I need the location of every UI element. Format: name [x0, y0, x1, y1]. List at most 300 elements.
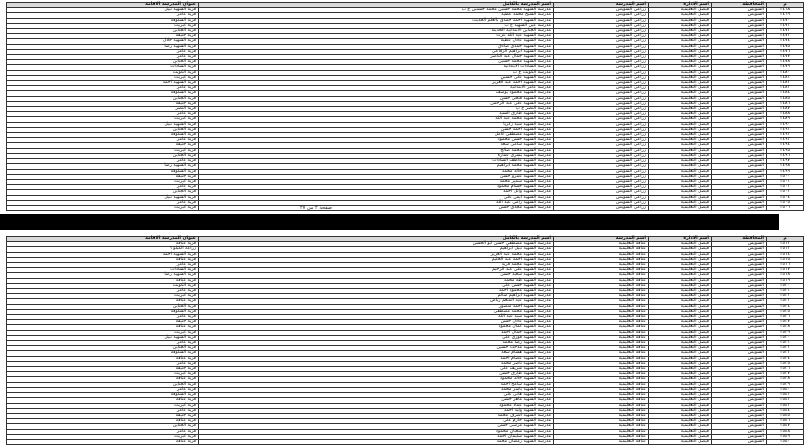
table-cell: السويس: [712, 117, 767, 122]
table-cell: ٢٤٨١: [767, 75, 804, 80]
table-cell: فيصل التعليمية: [649, 195, 712, 200]
table-cell: السويس: [712, 107, 767, 112]
table-cell: فيصل التعليمية: [649, 185, 712, 190]
table-cell: السويس: [712, 377, 767, 382]
table-cell: مدرسة الشهيد مدحت حسين: [199, 346, 554, 351]
table-cell: مدرسة الشهيد رامى عبد الله: [199, 200, 554, 205]
table-cell: فيصل التعليمية: [649, 23, 712, 28]
table-cell: السويس: [712, 387, 767, 392]
table-cell: السويس: [712, 169, 767, 174]
table-cell: ٢٥٣٩: [767, 382, 804, 387]
table-cell: عتاقة التعليمية: [554, 398, 649, 403]
table-cell: فيصل التعليمية: [649, 13, 712, 18]
table-cell: مدرسة الشهيد سيد عبد الله: [199, 315, 554, 320]
table-cell: قرية جنيفة: [7, 367, 199, 372]
table-cell: فيصل التعليمية: [649, 252, 712, 257]
table-cell: زراعى السويس: [554, 81, 649, 86]
table-cell: زراعى السويس: [554, 138, 649, 143]
table-cell: ٢٥٣٤: [767, 356, 804, 361]
table-cell: ٢٤٧٨: [767, 60, 804, 65]
table-cell: مدرسة الشهيد هشام سعد: [199, 351, 554, 356]
table-cell: ٢٥٢٢: [767, 294, 804, 299]
table-cell: فيصل التعليمية: [649, 29, 712, 34]
table-cell: ٢٥٢٠: [767, 283, 804, 288]
table-cell: زراعى السويس: [554, 29, 649, 34]
table-cell: عتاقة التعليمية: [554, 382, 649, 387]
header-number: م: [767, 3, 804, 8]
table-cell: ٢٤٦٨: [767, 8, 804, 13]
table-cell: مدرسة الشهيد مصطفى حسن ابو الحسن: [199, 242, 554, 247]
table-cell: قرية الجناين: [7, 60, 199, 65]
table-cell: قرية جنيفة: [7, 34, 199, 39]
table-cell: فيصل التعليمية: [649, 393, 712, 398]
table-cell: فيصل التعليمية: [649, 190, 712, 195]
table-cell: مدرسة الشهيد محمد عبد العزيز: [199, 252, 554, 257]
table-cell: السويس: [712, 325, 767, 330]
table-cell: فيصل التعليمية: [649, 346, 712, 351]
table-cell: مدرسة الشهيد حسن على: [199, 283, 554, 288]
table-cell: فيصل التعليمية: [649, 138, 712, 143]
table-cell: ٢٥٣٠: [767, 335, 804, 340]
table-cell: مدرسة الشهيد طارق حسن: [199, 372, 554, 377]
table-cell: قرية عامر: [7, 55, 199, 60]
table-cell: السويس: [712, 205, 767, 210]
table-cell: مدرسة الشهيد محمد حسين محمد حسنين ع ب: [199, 8, 554, 13]
table-cell: زراعى السويس: [554, 159, 649, 164]
table-cell: قرية الشلوفة: [7, 91, 199, 96]
table-cell: ٢٥١٧: [767, 268, 804, 273]
table-cell: فيصل التعليمية: [649, 335, 712, 340]
table-cell: قرية عتاقة: [7, 398, 199, 403]
table-cell: قرية كبريت: [7, 330, 199, 335]
table-cell: ٢٥٤٥: [767, 413, 804, 418]
header-department: اسم الادارة: [649, 3, 712, 8]
table-cell: ٢٤٧٤: [767, 39, 804, 44]
table-cell: ٢٤٩٢: [767, 133, 804, 138]
table-cell: السويس: [712, 413, 767, 418]
table-cell: ٢٥٤٩: [767, 434, 804, 439]
table-cell: السويس: [712, 398, 767, 403]
table-cell: ٢٥٢٦: [767, 315, 804, 320]
table-cell: فيصل التعليمية: [649, 60, 712, 65]
table-cell: مدرسة الشهيد محمد صالح: [199, 148, 554, 153]
table-cell: مدرسة الشهيد فتحى حسن: [199, 96, 554, 101]
table-cell: مدرسة الشهيد ابراهيم الرفاعى: [199, 49, 554, 54]
table-cell: زراعى السويس: [554, 133, 649, 138]
document-page-1: [0, 0, 790, 211]
header-school: اسم المدرسة: [554, 3, 649, 8]
table-cell: فيصل التعليمية: [649, 325, 712, 330]
table-cell: مدرسة الشهيد احمد عبد العزيز: [199, 81, 554, 86]
table-cell: مدرسة الشهيد وليد احمد: [199, 408, 554, 413]
table-cell: قرية جنيفة: [7, 143, 199, 148]
table-cell: ٢٥٣٥: [767, 361, 804, 366]
table-cell: مدرسة الشهيد مجدى حسن: [199, 205, 554, 210]
table-cell: قرية عتاقة: [7, 242, 199, 247]
table-cell: فيصل التعليمية: [649, 91, 712, 96]
table-cell: قرية الشهيد احمد: [7, 81, 199, 86]
table-cell: السويس: [712, 429, 767, 434]
table-cell: فيصل التعليمية: [649, 294, 712, 299]
table-cell: مدرسة الشهيد رمضان محمد: [199, 439, 554, 444]
table-cell: ٢٥٢٥: [767, 309, 804, 314]
table-cell: مدرسة الشهيد محمد عبد الله: [199, 117, 554, 122]
table-cell: قرية كبريت: [7, 205, 199, 210]
table-cell: عتاقة التعليمية: [554, 294, 649, 299]
table-cell: مدرسة الشهيد طه محمد: [199, 278, 554, 283]
table-cell: زراعى السويس: [554, 185, 649, 190]
table-cell: زراعى السويس: [554, 112, 649, 117]
table-cell: ٢٥٤٣: [767, 403, 804, 408]
table-cell: ٢٤٧٩: [767, 65, 804, 70]
table-cell: عتاقة التعليمية: [554, 346, 649, 351]
header-number: م: [767, 237, 804, 242]
schools-table-page-1: [6, 2, 804, 211]
table-cell: عتاقة التعليمية: [554, 413, 649, 418]
table-cell: السويس: [712, 315, 767, 320]
table-cell: فيصل التعليمية: [649, 179, 712, 184]
table-cell: ٢٤٨٨: [767, 112, 804, 117]
table-cell: فيصل التعليمية: [649, 143, 712, 148]
table-cell: عتاقة التعليمية: [554, 263, 649, 268]
table-cell: فيصل التعليمية: [649, 377, 712, 382]
table-cell: قرية عتاقة: [7, 356, 199, 361]
table-cell: ٢٥٢٩: [767, 330, 804, 335]
table-cell: ٢٥٠٠: [767, 174, 804, 179]
table-cell: ٢٥٠١: [767, 179, 804, 184]
table-cell: قرية الكويت: [7, 70, 199, 75]
table-cell: فيصل التعليمية: [649, 439, 712, 444]
table-cell: قرية عتاقة: [7, 325, 199, 330]
table-cell: ٢٤٩٤: [767, 143, 804, 148]
table-cell: السويس: [712, 143, 767, 148]
table-cell: فيصل التعليمية: [649, 413, 712, 418]
table-cell: ٢٤٧٠: [767, 18, 804, 23]
table-cell: قرية عامر: [7, 429, 199, 434]
table-cell: فيصل التعليمية: [649, 159, 712, 164]
table-cell: قرية كبريت: [7, 434, 199, 439]
table-cell: السويس: [712, 320, 767, 325]
table-cell: السويس: [712, 49, 767, 54]
table-cell: السويس: [712, 247, 767, 252]
table-cell: ٢٥٣٦: [767, 367, 804, 372]
table-cell: ٢٤٧١: [767, 23, 804, 28]
table-cell: قرية جنيفة: [7, 320, 199, 325]
table-cell: مدرسة الشهيد شريف على: [199, 367, 554, 372]
table-cell: ٢٤٧٥: [767, 44, 804, 49]
table-cell: قرية الجناين: [7, 382, 199, 387]
table-cell: السويس: [712, 75, 767, 80]
table-cell: مدرسة الشهيد ايمن على: [199, 195, 554, 200]
table-cell: مدرسة الشهيد خالد محمد: [199, 169, 554, 174]
table-cell: السويس: [712, 200, 767, 205]
table-cell: زراعى السويس: [554, 34, 649, 39]
table-row: [7, 439, 804, 444]
table-cell: السويس: [712, 55, 767, 60]
table-cell: فيصل التعليمية: [649, 356, 712, 361]
table-cell: مدرسة الشهيد عمرو حسن: [199, 174, 554, 179]
table-cell: ٢٥٣٧: [767, 372, 804, 377]
table-cell: فيصل التعليمية: [649, 112, 712, 117]
table-cell: مدرسة الشهيد على عبد الرحمن: [199, 101, 554, 106]
table-cell: فيصل التعليمية: [649, 101, 712, 106]
table-cell: مدرسة الشهيد يسرى عمارة: [199, 153, 554, 158]
table-cell: عتاقة التعليمية: [554, 278, 649, 283]
table-cell: ٢٥٤٠: [767, 387, 804, 392]
table-cell: قرية كبريت: [7, 403, 199, 408]
table-cell: مدرسة الشهيد اشرف محمد: [199, 413, 554, 418]
table-cell: ٢٥٣٢: [767, 346, 804, 351]
header-address: عنوان المدرسة الاقامة: [7, 3, 199, 8]
table-cell: ٢٥٣٨: [767, 377, 804, 382]
table-cell: السويس: [712, 252, 767, 257]
table-cell: قرية السادات: [7, 65, 199, 70]
table-cell: السويس: [712, 257, 767, 262]
table-cell: فيصل التعليمية: [649, 315, 712, 320]
table-cell: عتاقة التعليمية: [554, 309, 649, 314]
table-cell: مدرسة الشهيد محمود يوسف: [199, 91, 554, 96]
table-cell: قرية الشلوفة: [7, 393, 199, 398]
table-cell: قرية الشلوفة: [7, 133, 199, 138]
table-cell: ٢٤٨٢: [767, 81, 804, 86]
table-cell: السويس: [712, 382, 767, 387]
table-cell: مدرسة الشهيد ماهر حسن: [199, 398, 554, 403]
table-cell: السويس: [712, 263, 767, 268]
table-cell: فيصل التعليمية: [649, 8, 712, 13]
table-cell: مدرسة الشهيد محمود احمد: [199, 289, 554, 294]
table-cell: مدرسة الشهيد خالد محمود: [199, 377, 554, 382]
table-cell: قرية الجناين: [7, 304, 199, 309]
table-cell: عتاقة التعليمية: [554, 403, 649, 408]
table-cell: مدرسة عين الشهيد ع ب: [199, 23, 554, 28]
table-cell: فيصل التعليمية: [649, 39, 712, 44]
table-cell: السويس: [712, 434, 767, 439]
table-cell: زراعى السويس: [554, 13, 649, 18]
table-cell: السويس: [712, 29, 767, 34]
table-cell: قرية الشهيد جلال: [7, 39, 199, 44]
table-cell: مدرسة الشهيد سامح احمد: [199, 382, 554, 387]
table-cell: قرية الشهيد نبيل: [7, 8, 199, 13]
table-cell: السويس: [712, 13, 767, 18]
table-cell: مدرسة الشهيد عماد محمود: [199, 403, 554, 408]
table-cell: عتاقة التعليمية: [554, 325, 649, 330]
table-cell: السويس: [712, 91, 767, 96]
table-cell: فيصل التعليمية: [649, 117, 712, 122]
header-governorate: المحافظة: [712, 237, 767, 242]
table-cell: مدرسة الكويت ع ب: [199, 70, 554, 75]
table-cell: مدرسة الشهيد عادل عطية: [199, 39, 554, 44]
table-cell: السويس: [712, 309, 767, 314]
table-cell: قرية عتاقة: [7, 257, 199, 262]
table-cell: زراعى السويس: [554, 65, 649, 70]
table-cell: مدرسة الشهيد مرسى حسن: [199, 424, 554, 429]
table-cell: السويس: [712, 159, 767, 164]
table-cell: فيصل التعليمية: [649, 44, 712, 49]
table-cell: فيصل التعليمية: [649, 75, 712, 80]
table-cell: قرية الجناين: [7, 424, 199, 429]
table-cell: السويس: [712, 304, 767, 309]
table-cell: ٢٤٨٩: [767, 117, 804, 122]
table-cell: السويس: [712, 70, 767, 75]
header-department: اسم الادارة: [649, 237, 712, 242]
table-cell: زراعى السويس: [554, 75, 649, 80]
table-cell: السويس: [712, 242, 767, 247]
table-cell: ٢٤٨٥: [767, 96, 804, 101]
table-cell: قرية جنيفة: [7, 174, 199, 179]
table-cell: قرية عامر: [7, 112, 199, 117]
table-cell: عتاقة التعليمية: [554, 247, 649, 252]
table-cell: مدرسة الشهيد سيد زكريا: [199, 122, 554, 127]
table-cell: السويس: [712, 361, 767, 366]
table-cell: فيصل التعليمية: [649, 18, 712, 23]
table-cell: قرية الجناين: [7, 29, 199, 34]
table-cell: زراعى السويس: [554, 8, 649, 13]
table-cell: قرية السادات: [7, 268, 199, 273]
table-cell: قرية كبريت: [7, 23, 199, 28]
table-cell: قرية كبريت: [7, 75, 199, 80]
table-cell: فيصل التعليمية: [649, 205, 712, 210]
table-cell: السويس: [712, 138, 767, 143]
table-cell: قرية الكويت: [7, 283, 199, 288]
table-cell: مدرسة الشهيد جمال احمد: [199, 330, 554, 335]
table-cell: ٢٥٤٦: [767, 419, 804, 424]
table-cell: فيصل التعليمية: [649, 133, 712, 138]
table-cell: ٢٤٨٤: [767, 91, 804, 96]
table-cell: قرية كبريت: [7, 117, 199, 122]
table-cell: السويس: [712, 39, 767, 44]
table-cell: قرية عتاقة: [7, 439, 199, 444]
table-cell: زراعى السويس: [554, 143, 649, 148]
table-cell: قرية الجناين: [7, 127, 199, 132]
page-footer: صفحة ٢ من ٢٧: [300, 205, 333, 211]
table-cell: السويس: [712, 419, 767, 424]
table-cell: قرية الجناين: [7, 346, 199, 351]
header-school-full-name: اسم المدرسة بالكامل: [199, 3, 554, 8]
table-cell: قرية عامر: [7, 138, 199, 143]
table-cell: زراعى السويس: [554, 96, 649, 101]
table-cell: فيصل التعليمية: [649, 283, 712, 288]
table-cell: ٢٤٧٣: [767, 34, 804, 39]
table-cell: ٢٥٠٣: [767, 190, 804, 195]
table-cell: زراعى السويس: [554, 117, 649, 122]
table-cell: قرية عامر: [7, 361, 199, 366]
table-cell: زراعى السويس: [554, 101, 649, 106]
table-cell: مدرسة الشهيد حسن محمود: [199, 138, 554, 143]
table-cell: مدرسة الشهيد محمد ابراهيم: [199, 164, 554, 169]
table-cell: السويس: [712, 101, 767, 106]
table-cell: مدرسة الشهيد ابراهيم سالم: [199, 294, 554, 299]
table-cell: زراعى السويس: [554, 44, 649, 49]
table-cell: قرية الشهيد رضا: [7, 164, 199, 169]
table-cell: السويس: [712, 86, 767, 91]
table-cell: السويس: [712, 81, 767, 86]
table-cell: قرية الشلوفة: [7, 169, 199, 174]
table-cell: ٢٥٤٨: [767, 429, 804, 434]
table-cell: فيصل التعليمية: [649, 361, 712, 366]
table-cell: قرية عتاقة: [7, 278, 199, 283]
table-cell: فيصل التعليمية: [649, 320, 712, 325]
table-cell: ٢٥١٨: [767, 273, 804, 278]
table-cell: قرية عامر: [7, 408, 199, 413]
table-cell: السويس: [712, 174, 767, 179]
table-cell: مدرسة الشهيد حمدى صادق: [199, 44, 554, 49]
table-cell: مدرسة الشهيد احمد حسن: [199, 127, 554, 132]
table-cell: السويس: [712, 148, 767, 153]
table-cell: مدرسة الشهيد على حسين: [199, 75, 554, 80]
table-cell: فيصل التعليمية: [649, 424, 712, 429]
table-cell: قرية الشهيد نبيل: [7, 195, 199, 200]
table-cell: عتاقة التعليمية: [554, 257, 649, 262]
table-cell: قرية كبريت: [7, 372, 199, 377]
table-cell: عتاقة التعليمية: [554, 356, 649, 361]
table-cell: عتاقة التعليمية: [554, 377, 649, 382]
table-cell: السويس: [712, 393, 767, 398]
table-cell: فيصل التعليمية: [649, 268, 712, 273]
table-cell: مدرسة عامر الابتدائية: [199, 86, 554, 91]
table-cell: السويس: [712, 164, 767, 169]
table-cell: السويس: [712, 283, 767, 288]
table-cell: فيصل التعليمية: [649, 34, 712, 39]
table-cell: مدرسة الشهيد ناصر محمد: [199, 361, 554, 366]
table-cell: قرية عتاقة: [7, 419, 199, 424]
table-cell: ٢٥١٦: [767, 263, 804, 268]
table-cell: فيصل التعليمية: [649, 341, 712, 346]
table-cell: عتاقة التعليمية: [554, 439, 649, 444]
table-cell: فيصل التعليمية: [649, 55, 712, 60]
table-cell: زراعى السويس: [554, 200, 649, 205]
table-cell: السويس: [712, 346, 767, 351]
table-cell: السويس: [712, 289, 767, 294]
table-cell: زراعى السويس: [554, 195, 649, 200]
table-cell: قرية الشهيد نبيل: [7, 122, 199, 127]
table-cell: فيصل التعليمية: [649, 200, 712, 205]
table-cell: فيصل التعليمية: [649, 257, 712, 262]
table-cell: مدرسة الشهيد كمال محمود: [199, 325, 554, 330]
table-cell: فيصل التعليمية: [649, 408, 712, 413]
table-cell: عتاقة التعليمية: [554, 330, 649, 335]
table-cell: السويس: [712, 122, 767, 127]
table-cell: ٢٥٤٧: [767, 424, 804, 429]
table-cell: السويس: [712, 96, 767, 101]
table-cell: السويس: [712, 278, 767, 283]
table-cell: السويس: [712, 439, 767, 444]
table-cell: فيصل التعليمية: [649, 289, 712, 294]
table-cell: السويس: [712, 190, 767, 195]
table-cell: السويس: [712, 367, 767, 372]
table-cell: مدرسة الشيخ محمد عطية: [199, 13, 554, 18]
table-cell: السويس: [712, 351, 767, 356]
table-cell: قرية جنيفة: [7, 101, 199, 106]
table-cell: قرية عامر: [7, 341, 199, 346]
table-cell: السويس: [712, 356, 767, 361]
table-cell: زراعى السويس: [554, 49, 649, 54]
table-cell: فيصل التعليمية: [649, 65, 712, 70]
table-cell: فيصل التعليمية: [649, 86, 712, 91]
table-cell: السويس: [712, 273, 767, 278]
table-cell: عتاقة التعليمية: [554, 393, 649, 398]
table-cell: قرية عامر: [7, 185, 199, 190]
table-cell: فيصل التعليمية: [649, 81, 712, 86]
table-cell: السويس: [712, 408, 767, 413]
table-cell: ٢٥٢٨: [767, 325, 804, 330]
table-cell: قرية عتاقة: [7, 377, 199, 382]
table-cell: ٢٤٨٣: [767, 86, 804, 91]
table-cell: السويس: [712, 18, 767, 23]
table-cell: السويس: [712, 133, 767, 138]
table-cell: زراعى السويس: [554, 55, 649, 60]
table-cell: قرية الجناين: [7, 190, 199, 195]
table-cell: زراعى السويس: [554, 70, 649, 75]
